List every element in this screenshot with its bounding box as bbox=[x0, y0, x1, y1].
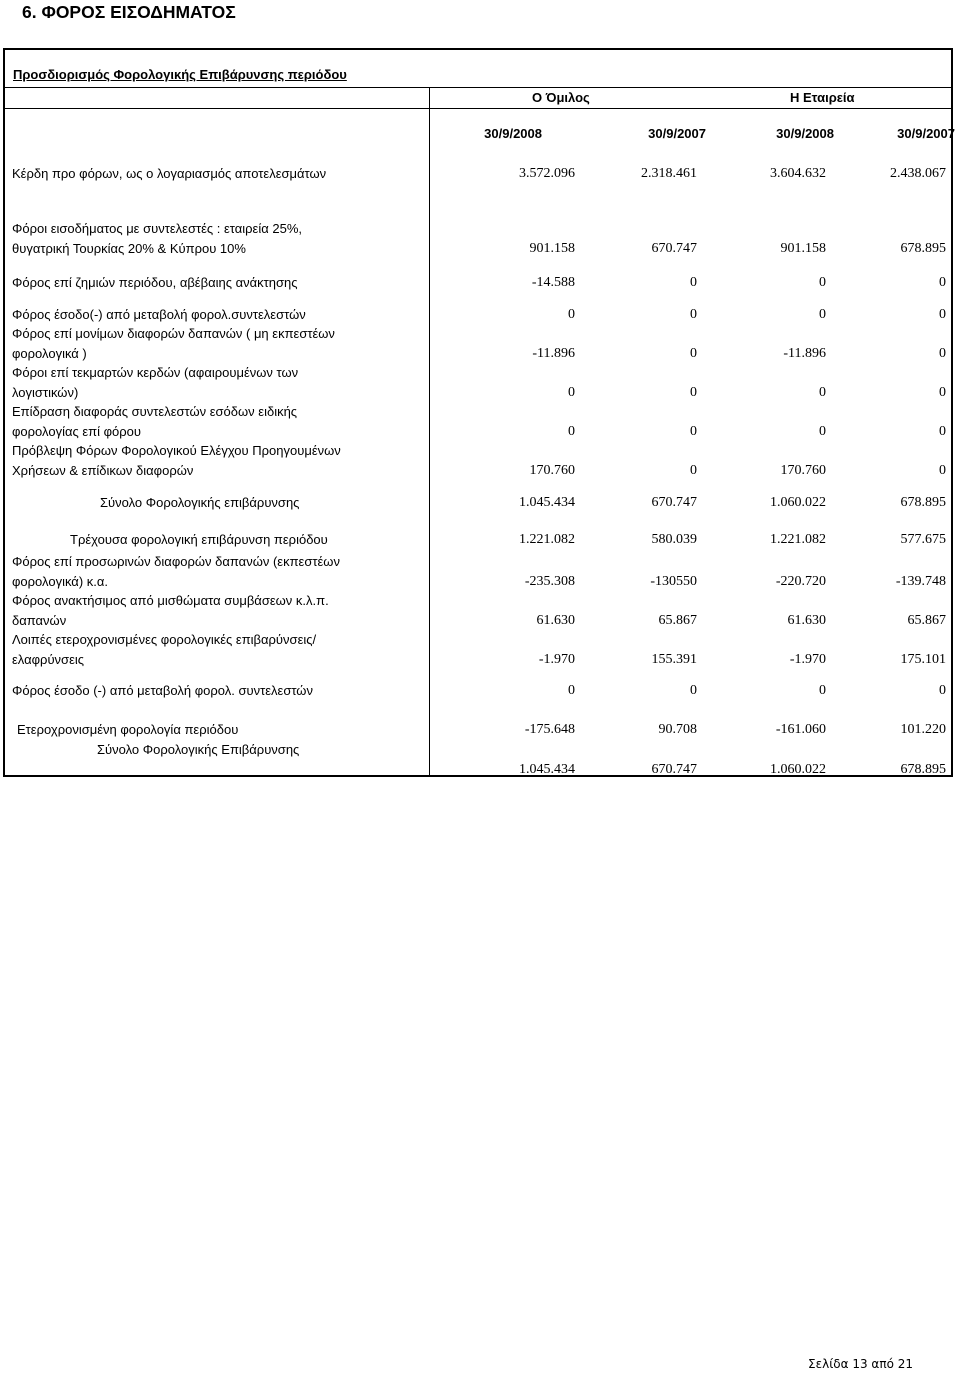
column-header-2: 30/9/2007 bbox=[648, 126, 706, 141]
row-value-col3: 3.604.632 bbox=[770, 166, 826, 181]
row-value-col4: 0 bbox=[939, 307, 946, 322]
row-value-col1: 0 bbox=[568, 424, 575, 439]
row-value-col2: 0 bbox=[690, 275, 697, 290]
row-value-col1: 1.045.434 bbox=[519, 495, 575, 510]
row-value-col3: 901.158 bbox=[780, 241, 826, 256]
row-label: Επίδραση διαφοράς συντελεστών εσόδων ειδικής φορολογίας επί φόρου bbox=[12, 404, 298, 439]
row-value-col4: 0 bbox=[939, 424, 946, 439]
row-value-col2: -130550 bbox=[650, 574, 697, 589]
row-value-col2: 155.391 bbox=[651, 652, 697, 667]
row-label: Φόροι εισοδήματος με συντελεστές : εταιρεία 25%, θυγατρική Τουρκίας 20% & Κύπρου 10% bbox=[12, 221, 302, 256]
row-value-col1: -175.648 bbox=[524, 722, 575, 737]
row-value-col2: 2.318.461 bbox=[641, 166, 697, 181]
row-value-col2: 0 bbox=[690, 346, 697, 361]
caption-rule bbox=[3, 87, 953, 88]
row-value-col1: 3.572.096 bbox=[519, 166, 575, 181]
row-value-col1: 170.760 bbox=[529, 463, 575, 478]
row-value-col2: 0 bbox=[690, 385, 697, 400]
row-value-col3: 0 bbox=[819, 385, 826, 400]
row-value-col3: -1.970 bbox=[789, 652, 826, 667]
row-label: Φόρος επί μονίμων διαφορών δαπανών ( μη εκπεστέων φορολογικά ) bbox=[12, 326, 335, 361]
section-title: 6. ΦΟΡΟΣ ΕΙΣΟΔΗΜΑΤΟΣ bbox=[22, 2, 236, 22]
row-value-col2: 670.747 bbox=[651, 762, 697, 777]
row-value-col3: 61.630 bbox=[787, 613, 826, 628]
page-number: Σελίδα 13 από 21 bbox=[808, 1357, 913, 1371]
row-value-col3: 1.221.082 bbox=[770, 532, 826, 547]
row-value-col3: 170.760 bbox=[780, 463, 826, 478]
row-value-col1: 901.158 bbox=[529, 241, 575, 256]
group-rule bbox=[3, 108, 953, 109]
row-value-col1: 1.221.082 bbox=[519, 532, 575, 547]
row-value-col2: 670.747 bbox=[651, 495, 697, 510]
row-value-col3: 0 bbox=[819, 683, 826, 698]
row-label: Τρέχουσα φορολογική επιβάρυνση περιόδου bbox=[70, 532, 328, 547]
row-value-col4: -139.748 bbox=[895, 574, 946, 589]
row-value-col1: 1.045.434 bbox=[519, 762, 575, 777]
row-value-col4: 678.895 bbox=[900, 495, 946, 510]
row-label: Κέρδη προ φόρων, ως ο λογαριασμός αποτελεσμάτων bbox=[12, 166, 327, 181]
row-value-col3: 0 bbox=[819, 424, 826, 439]
column-divider bbox=[429, 87, 430, 777]
row-label: Ετεροχρονισμένη φορολογία περιόδου bbox=[17, 722, 239, 737]
row-label: Φόρος επί ζημιών περιόδου, αβέβαιης ανάκτησης bbox=[12, 275, 298, 290]
row-value-col4: 0 bbox=[939, 346, 946, 361]
row-label: Φόρος έσοδο(-) από μεταβολή φορολ.συντελεστών bbox=[12, 307, 306, 322]
row-value-col2: 0 bbox=[690, 424, 697, 439]
row-value-col3: 1.060.022 bbox=[770, 495, 826, 510]
column-header-4: 30/9/2007 bbox=[897, 126, 955, 141]
row-label: Φόρος έσοδο (-) από μεταβολή φορολ. συντελεστών bbox=[12, 683, 313, 698]
row-value-col4: 2.438.067 bbox=[890, 166, 946, 181]
row-value-col3: -161.060 bbox=[775, 722, 826, 737]
row-value-col4: 0 bbox=[939, 463, 946, 478]
row-value-col4: 65.867 bbox=[907, 613, 946, 628]
table-caption: Προσδιορισμός Φορολογικής Επιβάρυνσης περιόδου bbox=[13, 67, 347, 82]
row-value-col3: 0 bbox=[819, 275, 826, 290]
row-value-col1: 61.630 bbox=[536, 613, 575, 628]
row-value-col3: 1.060.022 bbox=[770, 762, 826, 777]
row-value-col3: -11.896 bbox=[783, 346, 826, 361]
row-value-col4: 678.895 bbox=[900, 241, 946, 256]
column-header-1: 30/9/2008 bbox=[484, 126, 542, 141]
row-label: Σύνολο Φορολογικής Επιβάρυνσης bbox=[97, 742, 300, 757]
row-value-col4: 0 bbox=[939, 385, 946, 400]
group-label-company: Η Εταιρεία bbox=[790, 90, 855, 105]
row-value-col1: -235.308 bbox=[524, 574, 575, 589]
row-value-col4: 0 bbox=[939, 683, 946, 698]
row-value-col2: 65.867 bbox=[658, 613, 697, 628]
row-label: Σύνολο Φορολογικής επιβάρυνσης bbox=[100, 495, 300, 510]
row-value-col1: 0 bbox=[568, 385, 575, 400]
row-label: Φόρος ανακτήσιμος από μισθώματα συμβάσεων κ.λ.π. δαπανών bbox=[12, 593, 329, 628]
row-label: Λοιπές ετεροχρονισμένες φορολογικές επιβαρύνσεις/ ελαφρύνσεις bbox=[12, 632, 317, 667]
row-label: Πρόβλεψη Φόρων Φορολογικού Ελέγχου Προηγουμένων Χρήσεων & επίδικων διαφορών bbox=[12, 443, 341, 478]
row-label: Φόρος επί προσωρινών διαφορών δαπανών (εκπεστέων φορολογικά) κ.α. bbox=[12, 554, 340, 589]
row-value-col2: 0 bbox=[690, 683, 697, 698]
row-value-col3: 0 bbox=[819, 307, 826, 322]
row-value-col4: 0 bbox=[939, 275, 946, 290]
group-label-group: Ο Όμιλος bbox=[532, 90, 590, 105]
row-value-col1: -1.970 bbox=[538, 652, 575, 667]
row-label: Φόροι επί τεκμαρτών κερδών (αφαιρουμένων των λογιστικών) bbox=[12, 365, 299, 400]
row-value-col1: 0 bbox=[568, 307, 575, 322]
row-value-col1: -11.896 bbox=[532, 346, 575, 361]
row-value-col2: 670.747 bbox=[651, 241, 697, 256]
row-value-col3: -220.720 bbox=[775, 574, 826, 589]
row-value-col2: 0 bbox=[690, 463, 697, 478]
row-value-col2: 90.708 bbox=[658, 722, 697, 737]
row-value-col1: 0 bbox=[568, 683, 575, 698]
column-header-3: 30/9/2008 bbox=[776, 126, 834, 141]
row-value-col2: 580.039 bbox=[651, 532, 697, 547]
row-value-col1: -14.588 bbox=[531, 275, 575, 290]
row-value-col4: 101.220 bbox=[900, 722, 946, 737]
row-value-col4: 175.101 bbox=[900, 652, 946, 667]
row-value-col4: 678.895 bbox=[900, 762, 946, 777]
row-value-col2: 0 bbox=[690, 307, 697, 322]
row-value-col4: 577.675 bbox=[900, 532, 946, 547]
